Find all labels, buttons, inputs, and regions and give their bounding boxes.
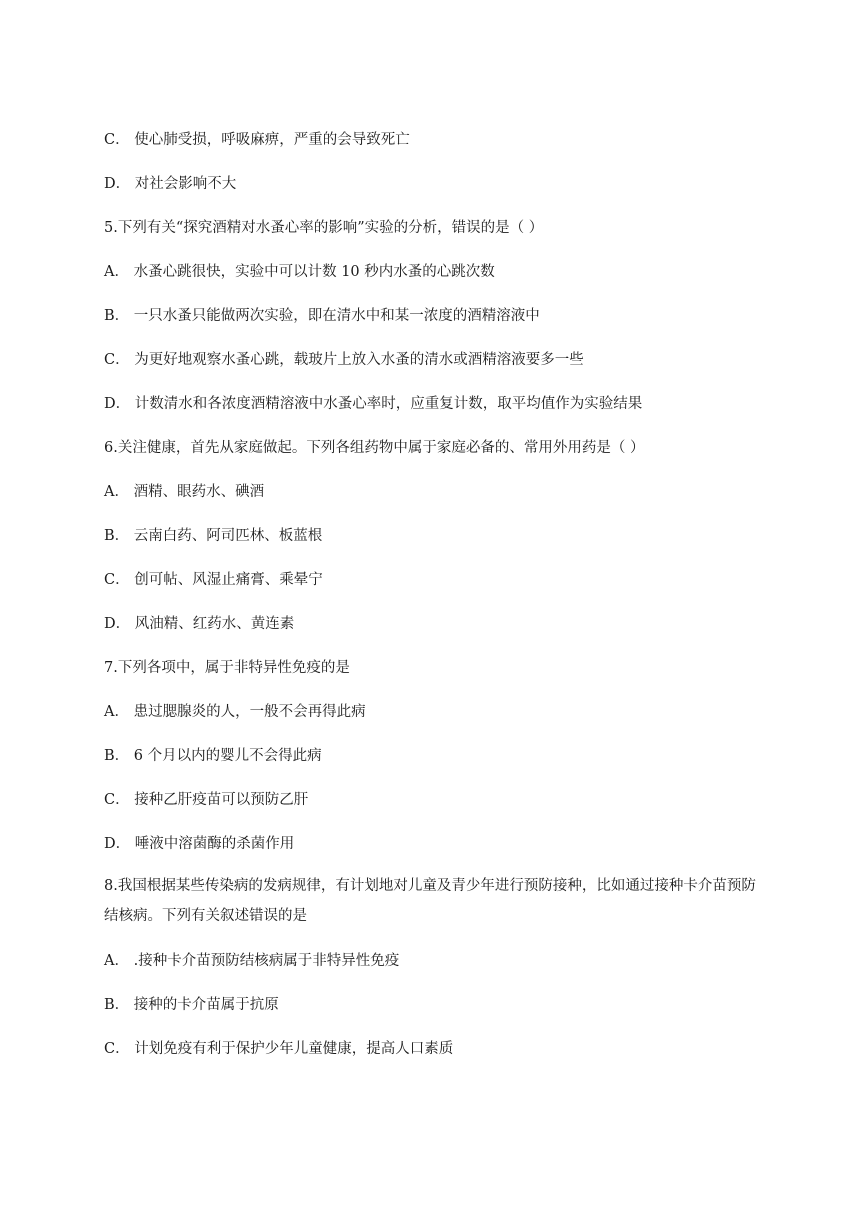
q5-option-d: D． 计数清水和各浓度酒精溶液中水蚤心率时，应重复计数，取平均值作为实验结果 <box>104 396 643 412</box>
q5-option-a: A． 水蚤心跳很快，实验中可以计数 10 秒内水蚤的心跳次数 <box>104 264 495 280</box>
q6-option-a: A． 酒精、眼药水、碘酒 <box>104 484 265 500</box>
q8-option-a: A． .接种卡介苗预防结核病属于非特异性免疫 <box>104 953 400 969</box>
q6-option-c: C． 创可帖、风湿止痛膏、乘晕宁 <box>104 572 323 588</box>
q8-option-b: B． 接种的卡介苗属于抗原 <box>104 997 279 1013</box>
q7-option-b: B． 6 个月以内的婴儿不会得此病 <box>104 748 322 764</box>
q7-option-d: D． 唾液中溶菌酶的杀菌作用 <box>104 836 295 852</box>
q5-option-c: C． 为更好地观察水蚤心跳，载玻片上放入水蚤的清水或酒精溶液要多一些 <box>104 352 584 368</box>
q4-option-c: C． 使心肺受损，呼吸麻痹，严重的会导致死亡 <box>104 132 410 148</box>
q5-option-b: B． 一只水蚤只能做两次实验，即在清水中和某一浓度的酒精溶液中 <box>104 308 540 324</box>
q8-option-c: C． 计划免疫有利于保护少年儿童健康，提高人口素质 <box>104 1041 454 1057</box>
question-6: 6.关注健康，首先从家庭做起。下列各组药物中属于家庭必备的、常用外用药是（ ） <box>104 440 645 456</box>
q7-option-c: C． 接种乙肝疫苗可以预防乙肝 <box>104 792 309 808</box>
question-7: 7.下列各项中，属于非特异性免疫的是 <box>104 660 350 676</box>
q7-option-a: A． 患过腮腺炎的人，一般不会再得此病 <box>104 704 366 720</box>
question-8: 8.我国根据某些传染病的发病规律，有计划地对儿童及青少年进行预防接种，比如通过接种卡介苗预防结核病。下列有关叙述错误的是 <box>104 878 756 924</box>
q4-option-d: D． 对社会影响不大 <box>104 176 237 192</box>
question-5: 5.下列有关“探究酒精对水蚤心率的影响”实验的分析，错误的是（ ） <box>104 220 544 236</box>
q6-option-d: D． 风油精、红药水、黄连素 <box>104 616 295 632</box>
q6-option-b: B． 云南白药、阿司匹林、板蓝根 <box>104 528 323 544</box>
